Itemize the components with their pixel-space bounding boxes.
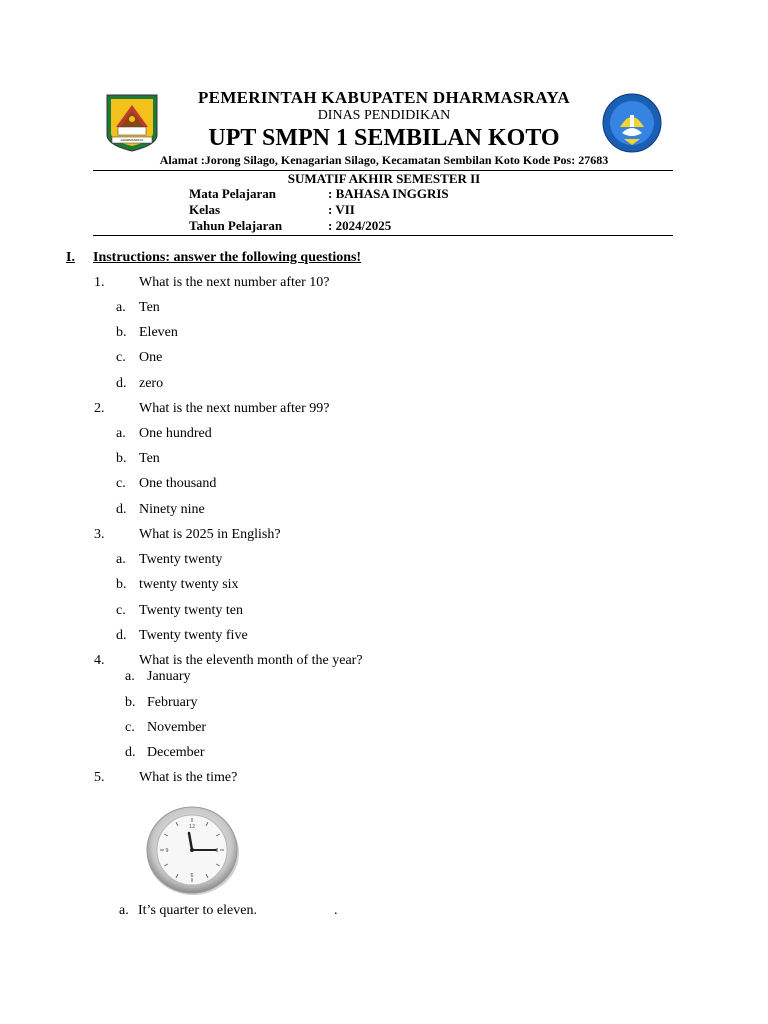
question-text: What is 2025 in English? xyxy=(139,527,281,542)
question-text: What is the eleventh month of the year? xyxy=(139,653,363,668)
section-instructions: Instructions: answer the following questions! xyxy=(93,250,362,265)
option-text: January xyxy=(147,669,191,684)
option-letter: a. xyxy=(119,903,129,918)
question-text: What is the next number after 10? xyxy=(139,275,330,290)
option-text: It’s quarter to eleven. . xyxy=(138,903,338,918)
option-text: Twenty twenty xyxy=(139,552,223,567)
option-letter: a. xyxy=(116,552,126,567)
question-number: 5. xyxy=(94,770,105,785)
option-text: zero xyxy=(139,376,164,391)
exam-info-value: : BAHASA INGGRIS xyxy=(328,186,449,201)
option-letter: b. xyxy=(116,451,127,466)
option-text: One xyxy=(139,350,163,365)
option-text: Twenty twenty five xyxy=(139,628,248,643)
option-text: November xyxy=(147,720,207,735)
question-number: 2. xyxy=(94,401,105,416)
option-letter: d. xyxy=(116,502,127,517)
option-text: One thousand xyxy=(139,476,217,491)
option-letter: c. xyxy=(116,603,126,618)
option-letter: c. xyxy=(125,720,135,735)
exam-info-label: Tahun Pelajaran xyxy=(189,218,283,233)
svg-text:12: 12 xyxy=(188,824,196,830)
question-number: 4. xyxy=(94,653,105,668)
option-text: Eleven xyxy=(139,325,178,340)
option-letter: a. xyxy=(125,669,135,684)
option-text: Ten xyxy=(139,300,160,315)
option-letter: d. xyxy=(116,628,127,643)
analog-clock-icon xyxy=(146,806,240,896)
info-divider xyxy=(93,235,673,236)
question-text: What is the time? xyxy=(139,770,238,785)
exam-info-label: Mata Pelajaran xyxy=(189,186,277,201)
exam-info-value: : VII xyxy=(328,202,355,217)
option-text: February xyxy=(147,695,198,710)
svg-text:3: 3 xyxy=(215,848,219,854)
question-number: 3. xyxy=(94,527,105,542)
option-text: Ten xyxy=(139,451,160,466)
option-letter: b. xyxy=(116,577,127,592)
exam-info-label: Kelas xyxy=(189,202,221,217)
option-letter: c. xyxy=(116,350,126,365)
option-letter: d. xyxy=(116,376,127,391)
option-text: Ninety nine xyxy=(139,502,205,517)
option-letter: b. xyxy=(125,695,136,710)
option-letter: d. xyxy=(125,745,136,760)
option-letter: c. xyxy=(116,476,126,491)
exam-title: SUMATIF AKHIR SEMESTER II xyxy=(287,171,481,186)
clock-image xyxy=(146,806,240,896)
exam-info-value: : 2024/2025 xyxy=(328,218,392,233)
crest-caption: DHARMASRAYA xyxy=(120,138,144,142)
question-text: What is the next number after 99? xyxy=(139,401,330,416)
option-text: One hundred xyxy=(139,426,212,441)
option-text: December xyxy=(147,745,205,760)
school-name: UPT SMPN 1 SEMBILAN KOTO xyxy=(208,125,560,151)
question-number: 1. xyxy=(94,275,105,290)
svg-text:6: 6 xyxy=(190,873,194,879)
section-number: I. xyxy=(66,250,75,265)
option-letter: a. xyxy=(116,426,126,441)
option-letter: b. xyxy=(116,325,127,340)
school-address: Alamat :Jorong Silago, Kenagarian Silago, Kecamatan Sembilan Koto Kode Pos: 27683 xyxy=(159,153,609,167)
svg-text:9: 9 xyxy=(165,848,169,854)
option-text: twenty twenty six xyxy=(139,577,239,592)
option-letter: a. xyxy=(116,300,126,315)
department-heading: DINAS PENDIDIKAN xyxy=(317,108,451,123)
government-heading: PEMERINTAH KABUPATEN DHARMASRAYA xyxy=(198,88,570,107)
option-text: Twenty twenty ten xyxy=(139,603,243,618)
